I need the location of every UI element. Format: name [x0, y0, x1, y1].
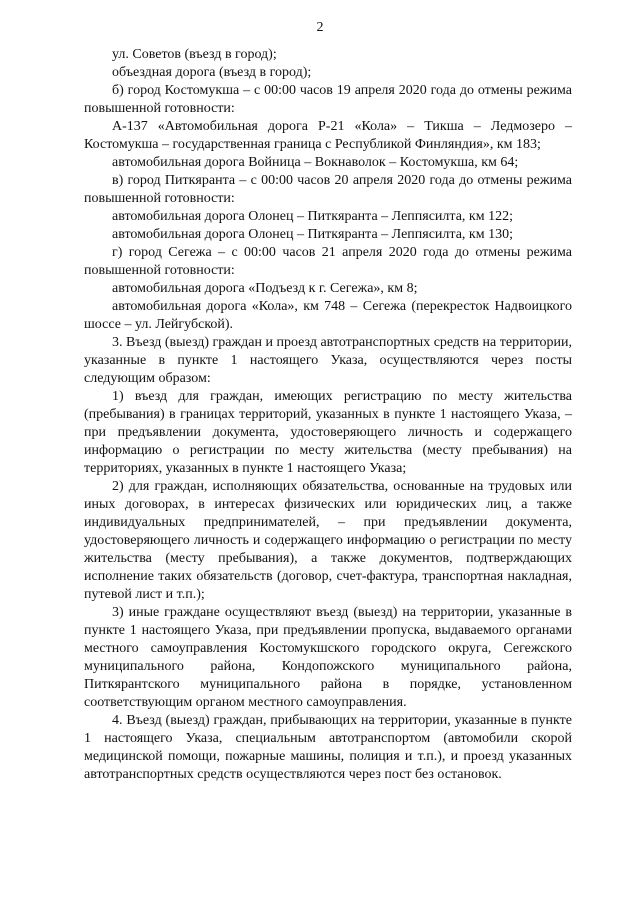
- paragraph: 3. Въезд (выезд) граждан и проезд автотранспортных средств на территории, указанные в пункте 1 настоящего Указа, осуществляются через посты следующим образом:: [84, 335, 572, 386]
- paragraph: автомобильная дорога «Подъезд к г. Сегежа», км 8;: [112, 281, 418, 296]
- paragraph: 1) въезд для граждан, имеющих регистрацию по месту жительства (пребывания) в границах территорий, указанных в пункте 1 настоящего Указа, – при предъявлении документа, удостоверяющего личность и содержащего информацию о регистрации по месту жительства (месту пребывания) на территориях, указанных в пункте 1 настоящего Указа;: [84, 389, 572, 476]
- paragraph: А-137 «Автомобильная дорога Р-21 «Кола» – Тикша – Ледмозеро – Костомукша – государственная граница с Республикой Финляндия», км 183;: [84, 119, 572, 152]
- paragraph: в) город Питкяранта – с 00:00 часов 20 апреля 2020 года до отмены режима повышенной готовности:: [84, 173, 572, 206]
- page-number: 2: [316, 20, 324, 35]
- paragraph: автомобильная дорога Олонец – Питкяранта – Леппясилта, км 130;: [112, 227, 513, 242]
- paragraph: автомобильная дорога Войница – Вокнаволок – Костомукша, км 64;: [112, 155, 519, 170]
- paragraph: автомобильная дорога «Кола», км 748 – Сегежа (перекресток Надвоицкого шоссе – ул. Лейгубской).: [84, 299, 572, 332]
- paragraph: г) город Сегежа – с 00:00 часов 21 апреля 2020 года до отмены режима повышенной готовности:: [84, 245, 572, 278]
- paragraph: 3) иные граждане осуществляют въезд (выезд) на территории, указанные в пункте 1 настоящего Указа, при предъявлении пропуска, выдаваемого органами местного самоуправления Костомукшского городского округа, Сегежского муниципального района, Кондопожского муниципального района, Питкярантского муниципального района в порядке, установленном соответствующим органом местного самоуправления.: [84, 605, 572, 710]
- paragraph: объездная дорога (въезд в город);: [112, 65, 312, 80]
- paragraph: 4. Въезд (выезд) граждан, прибывающих на территории, указанные в пункте 1 настоящего Указа, специальным автотранспортом (автомобили скорой медицинской помощи, пожарные машины, полиция и т.п.), и проезд указанных автотранспортных средств осуществляются через пост без остановок.: [84, 713, 572, 782]
- paragraph: автомобильная дорога Олонец – Питкяранта – Леппясилта, км 122;: [112, 209, 513, 224]
- document-body: [84, 46, 572, 784]
- paragraph: ул. Советов (въезд в город);: [112, 47, 277, 62]
- paragraph: б) город Костомукша – с 00:00 часов 19 апреля 2020 года до отмены режима повышенной готовности:: [84, 83, 572, 116]
- paragraph: 2) для граждан, исполняющих обязательства, основанные на трудовых или иных договорах, в интересах физических или юридических лиц, а также индивидуальных предпринимателей, – при предъявлении документа, удостоверяющего личность и содержащего информацию о регистрации по месту жительства (месту пребывания), а также документов, подтверждающих исполнение таких обязательств (договор, счет-фактура, транспортная накладная, путевой лист и т.п.);: [84, 479, 572, 602]
